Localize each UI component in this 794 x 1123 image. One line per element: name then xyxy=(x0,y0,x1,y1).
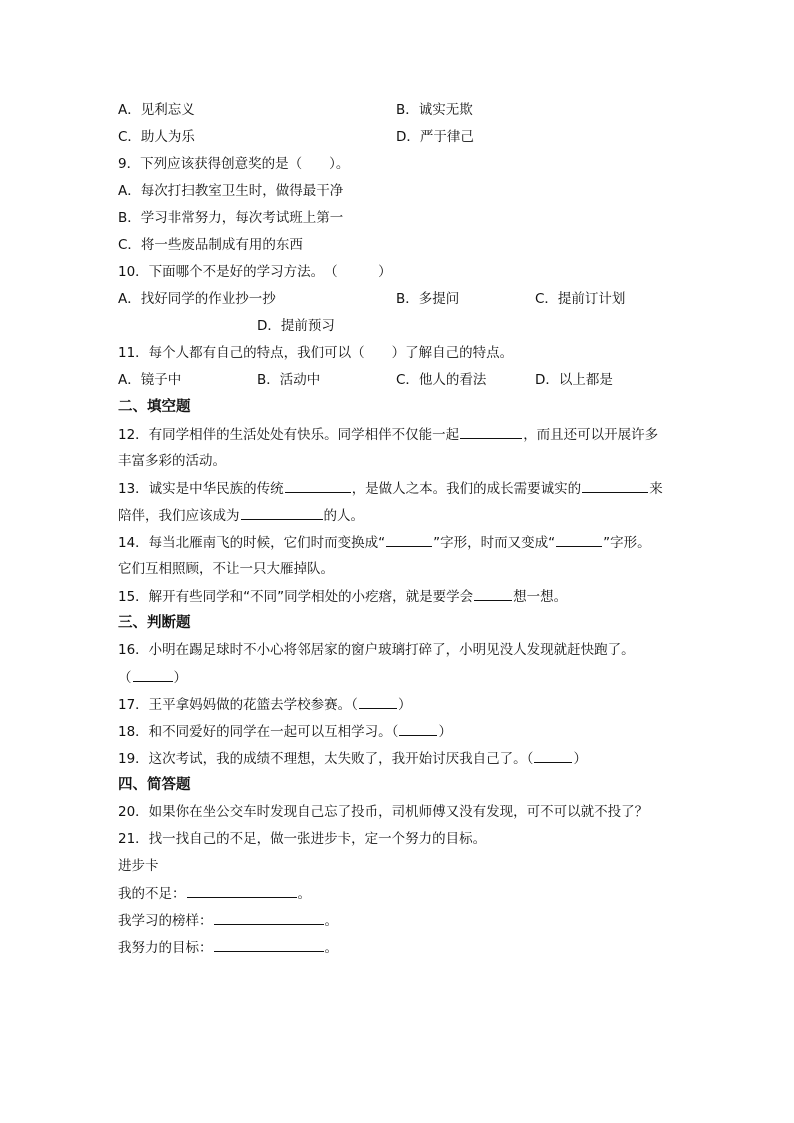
q14-blank-2[interactable] xyxy=(556,532,602,547)
q17-blank[interactable] xyxy=(359,694,397,709)
q11-stem: 11．每个人都有自己的特点，我们可以（ ）了解自己的特点。 xyxy=(118,345,514,361)
q11-option-c: C．他人的看法 xyxy=(396,372,487,388)
card-field-goal xyxy=(118,937,338,957)
q14-text-1: 14．每当北雁南飞的时候，它们时而变换成“ xyxy=(118,535,386,551)
q11-option-b: B．活动中 xyxy=(257,372,321,388)
q8-option-d: D．严于律己 xyxy=(396,129,474,145)
q13-blank-3[interactable] xyxy=(241,505,323,520)
q10-option-a: A．找好同学的作业抄一抄 xyxy=(118,291,276,307)
q10-option-d: D．提前预习 xyxy=(257,318,335,334)
q13-line1 xyxy=(118,478,663,498)
card-blank-shortcoming[interactable] xyxy=(187,883,297,898)
q14-line2: 它们互相照顾，不让一只大雁掉队。 xyxy=(118,561,334,577)
q18-text: 18．和不同爱好的同学在一起可以互相学习。（ xyxy=(118,724,399,740)
q11-option-a: A．镜子中 xyxy=(118,372,182,388)
card-field-shortcoming xyxy=(118,883,311,903)
q14-blank-1[interactable] xyxy=(386,532,432,547)
q14-text-3: ”字形。 xyxy=(603,535,651,551)
q9-stem: 9．下列应该获得创意奖的是（ ）。 xyxy=(118,156,350,172)
q12-line1 xyxy=(118,424,658,444)
q19-blank[interactable] xyxy=(534,748,572,763)
q9-option-b: B．学习非常努力，每次考试班上第一 xyxy=(118,210,344,226)
q18-blank[interactable] xyxy=(399,721,437,736)
card-period-2: 。 xyxy=(324,913,338,929)
section-heading-true-false: 三、判断题 xyxy=(118,615,191,631)
q16-blank[interactable] xyxy=(133,667,173,682)
q16-open-paren: （ xyxy=(118,670,132,686)
card-period-3: 。 xyxy=(324,940,338,956)
card-blank-goal[interactable] xyxy=(214,937,324,952)
q16-answer xyxy=(118,667,187,687)
card-label-role-model: 我学习的榜样： xyxy=(118,913,213,929)
q8-option-a: A．见利忘义 xyxy=(118,102,195,118)
card-field-role-model xyxy=(118,910,338,930)
q13-blank-1[interactable] xyxy=(285,478,351,493)
q17-text: 17．王平拿妈妈做的花篮去学校参赛。（ xyxy=(118,697,358,713)
q21-text: 21．找一找自己的不足，做一张进步卡，定一个努力的目标。 xyxy=(118,831,487,847)
q17-close-paren: ） xyxy=(397,697,412,713)
q13-text-3: 来 xyxy=(649,481,663,497)
q20-text: 20．如果你在坐公交车时发现自己忘了投币，司机师傅又没有发现，可不可以就不投了？ xyxy=(118,804,649,820)
q19-line xyxy=(118,748,587,768)
q10-option-c: C．提前订计划 xyxy=(535,291,626,307)
q19-text: 19．这次考试，我的成绩不理想，太失败了，我开始讨厌我自己了。（ xyxy=(118,751,534,767)
q16-close-paren: ） xyxy=(173,670,187,686)
q12-blank[interactable] xyxy=(460,424,522,439)
card-label-shortcoming: 我的不足： xyxy=(118,886,186,902)
q18-line xyxy=(118,721,452,741)
q13-line2 xyxy=(118,505,364,525)
q12-line2: 丰富多彩的活动。 xyxy=(118,453,226,469)
progress-card-title: 进步卡 xyxy=(118,858,159,874)
q9-option-a: A．每次打扫教室卫生时，做得最干净 xyxy=(118,183,344,199)
q10-option-b: B．多提问 xyxy=(396,291,460,307)
q12-text-1: 12．有同学相伴的生活处处有快乐。同学相伴不仅能一起 xyxy=(118,427,460,443)
q8-option-c: C．助人为乐 xyxy=(118,129,195,145)
section-heading-fill-blank: 二、填空题 xyxy=(118,399,191,415)
q18-close-paren: ） xyxy=(438,724,452,740)
q14-text-2: ”字形，时而又变成“ xyxy=(433,535,556,551)
q15-line xyxy=(118,586,567,606)
q14-line1 xyxy=(118,532,651,552)
card-blank-role-model[interactable] xyxy=(214,910,324,925)
card-label-goal: 我努力的目标： xyxy=(118,940,213,956)
q13-text-4: 陪伴，我们应该成为 xyxy=(118,508,240,524)
q9-option-c: C．将一些废品制成有用的东西 xyxy=(118,237,303,253)
q16-text: 16．小明在踢足球时不小心将邻居家的窗户玻璃打碎了，小明见没人发现就赶快跑了。 xyxy=(118,642,635,658)
q12-text-2: ，而且还可以开展许多 xyxy=(523,427,659,443)
q13-text-1: 13．诚实是中华民族的传统 xyxy=(118,481,284,497)
q8-option-b: B．诚实无欺 xyxy=(396,102,473,118)
q15-text-1: 15．解开有些同学和“不同”同学相处的小疙瘩，就是要学会 xyxy=(118,589,474,605)
q15-blank[interactable] xyxy=(474,586,512,601)
q10-stem: 10．下面哪个不是好的学习方法。 （ ） xyxy=(118,264,392,280)
q13-text-5: 的人。 xyxy=(323,508,364,524)
card-period-1: 。 xyxy=(297,886,311,902)
q13-blank-2[interactable] xyxy=(582,478,648,493)
q19-close-paren: ） xyxy=(573,751,587,767)
q15-text-2: 想一想。 xyxy=(513,589,568,605)
q17-line xyxy=(118,694,411,714)
section-heading-short-answer: 四、简答题 xyxy=(118,777,191,793)
q11-option-d: D．以上都是 xyxy=(535,372,613,388)
q13-text-2: ，是做人之本。我们的成长需要诚实的 xyxy=(351,481,582,497)
